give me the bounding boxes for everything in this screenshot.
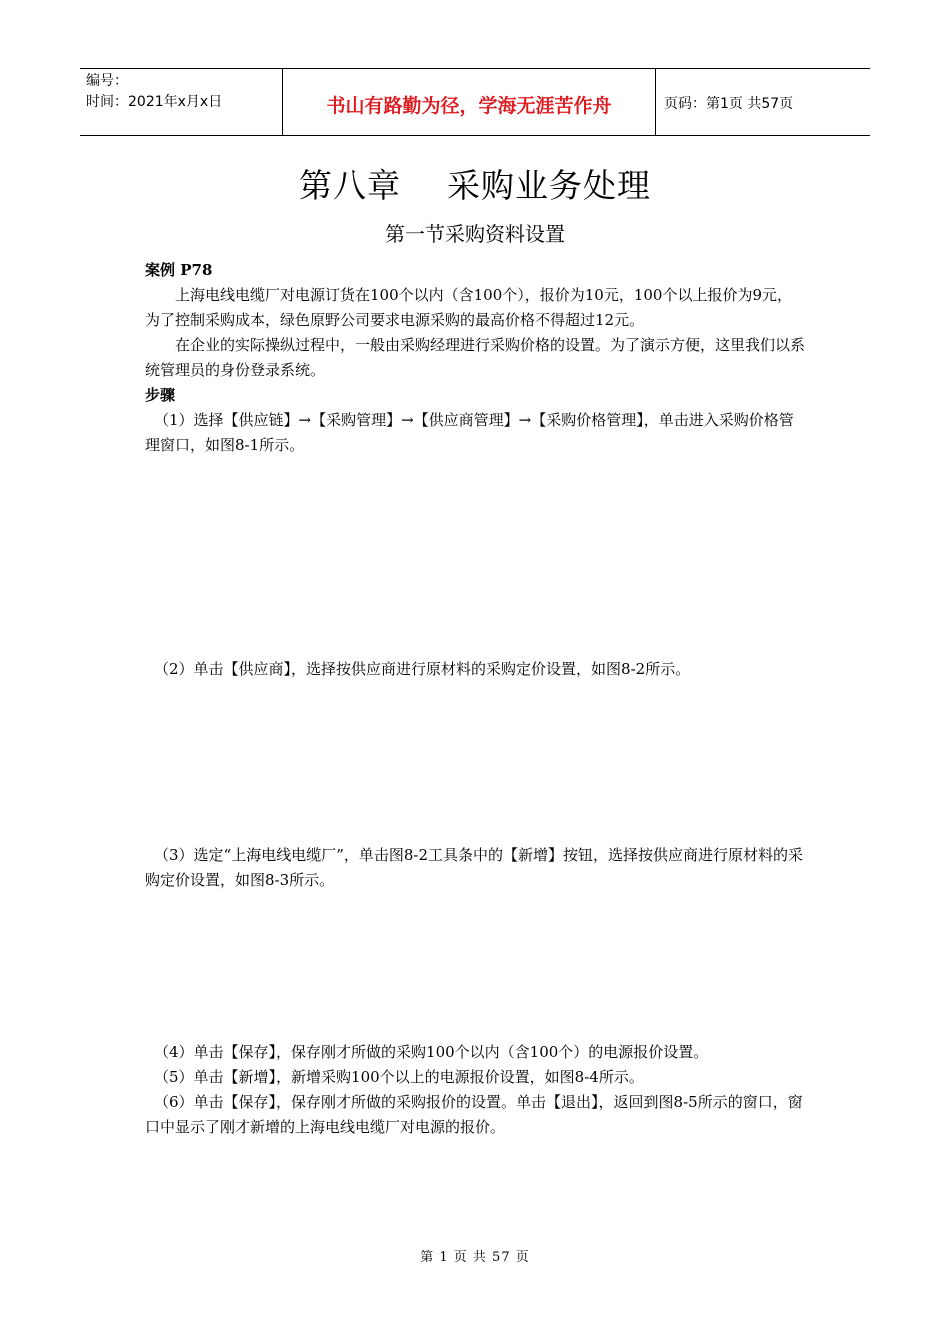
case-label: 案例 P78	[145, 261, 213, 279]
step-3: （3）选定“上海电线电缆厂”，单击图8-2工具条中的【新增】按钮，选择按供应商进行原材料的采购定价设置，如图8-3所示。	[145, 846, 804, 889]
time-label: 时间：2021年x月x日	[86, 94, 223, 110]
number-label: 编号：	[86, 73, 128, 89]
step-4: （4）单击【保存】，保存刚才所做的采购100个以内（含100个）的电源报价设置。	[154, 1043, 709, 1061]
step-5: （5）单击【新增】，新增采购100个以上的电源报价设置，如图8-4所示。	[154, 1068, 644, 1086]
paragraph-1: 上海电线电缆厂对电源订货在100个以内（含100个），报价为10元，100个以上报价为9元，为了控制采购成本，绿色原野公司要求电源采购的最高价格不得超过12元。	[145, 286, 793, 329]
chapter-title: 第八章 采购业务处理	[299, 166, 651, 205]
header-page-info: 页码：第1页 共57页	[664, 96, 794, 112]
step-6: （6）单击【保存】，保存刚才所做的采购报价的设置。单击【退出】，返回到图8-5所示的窗口，窗口中显示了刚才新增的上海电线电缆厂对电源的报价。	[145, 1093, 803, 1136]
document-body	[145, 258, 807, 1140]
header-meta	[80, 69, 282, 135]
header-motto: 书山有路勤为径，学海无涯苦作舟	[282, 69, 656, 135]
section-title: 第一节采购资料设置	[385, 222, 565, 246]
figure-8-3-placeholder	[145, 893, 807, 1040]
paragraph-2: 在企业的实际操纵过程中，一般由采购经理进行采购价格的设置。为了演示方便，这里我们以系统管理员的身份登录系统。	[145, 336, 806, 379]
steps-label: 步骤	[145, 386, 176, 404]
document-header	[80, 68, 870, 136]
figure-8-2-placeholder	[145, 682, 807, 843]
page-footer: 第 1 页 共 57 页	[420, 1250, 530, 1265]
step-2: （2）单击【供应商】，选择按供应商进行原材料的采购定价设置，如图8-2所示。	[154, 660, 691, 678]
step-1: （1）选择【供应链】→【采购管理】→【供应商管理】→【采购价格管理】，单击进入采购价格管理窗口，如图8-1所示。	[145, 411, 794, 454]
figure-8-1-placeholder	[145, 458, 807, 657]
